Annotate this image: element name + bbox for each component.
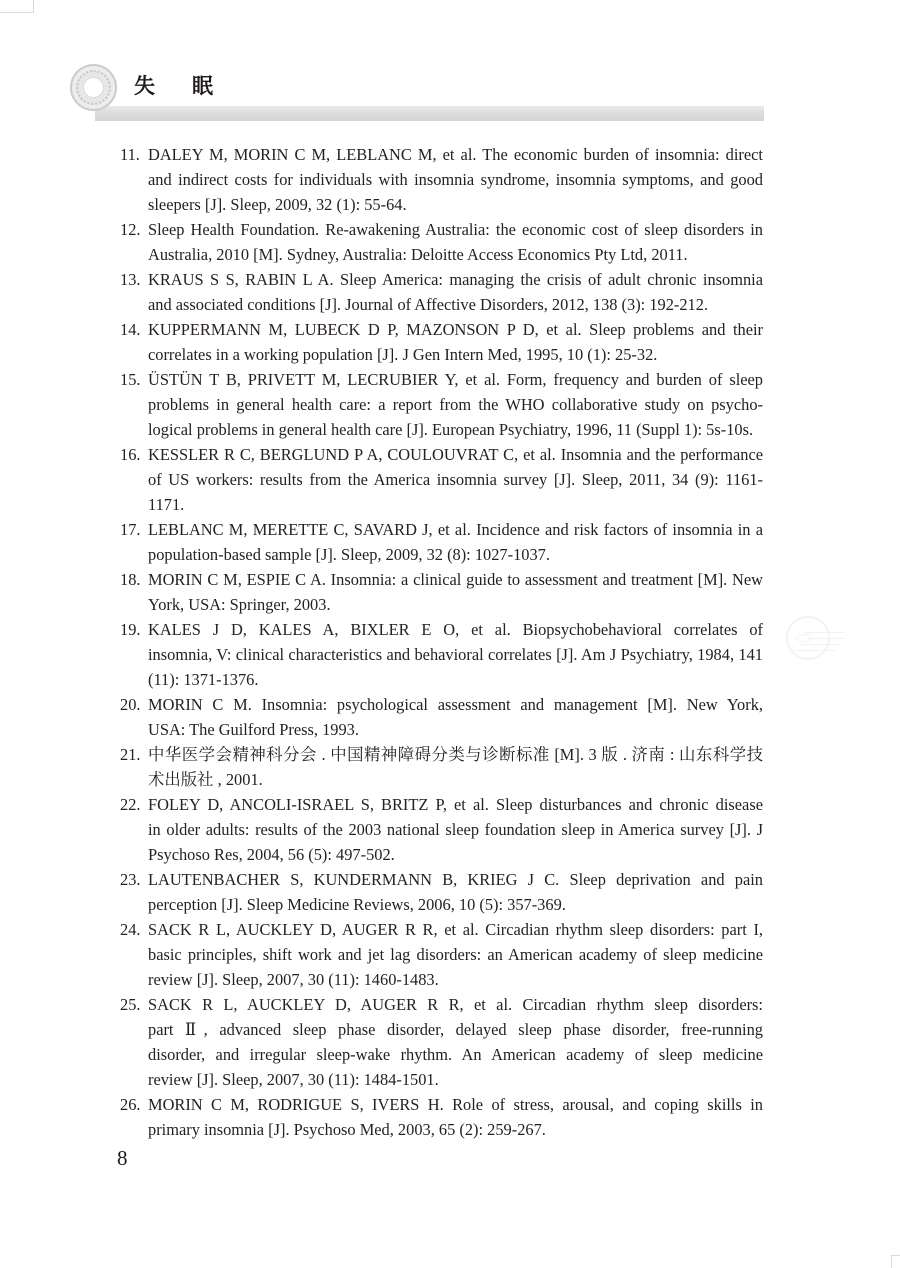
reference-item (120, 792, 763, 867)
scan-corner-mark (0, 12, 34, 13)
reference-item (120, 567, 763, 617)
reference-line: KUPPERMANN M, LUBECK D P, MAZONSON P D, et al. Sleep problems and their (148, 320, 763, 339)
reference-line: USA: The Guilford Press, 1993. (148, 720, 359, 739)
reference-line: part Ⅱ, advanced sleep phase disorder, delayed sleep phase disorder, free-running (148, 1020, 763, 1039)
reference-line: sleepers [J]. Sleep, 2009, 32 (1): 55-64. (148, 195, 407, 214)
reference-text (148, 367, 763, 442)
faint-circuit-logo-icon (786, 616, 846, 666)
watermark-line (800, 644, 842, 645)
reference-text (148, 517, 763, 567)
reference-number: 24. (120, 920, 141, 939)
reference-line: logical problems in general health care [J]. European Psychiatry, 1996, 11 (Suppl 1): 5s-10s. (148, 420, 754, 439)
reference-line: MORIN C M, ESPIE C A. Insomnia: a clinical guide to assessment and treatment [M]. New (148, 570, 763, 589)
reference-text (148, 1092, 763, 1142)
reference-list (120, 142, 763, 1142)
reference-item (120, 517, 763, 567)
reference-item (120, 442, 763, 517)
reference-item (120, 992, 763, 1092)
seal-center (83, 77, 104, 98)
reference-item (120, 267, 763, 317)
reference-number: 26. (120, 1095, 141, 1114)
reference-number: 16. (120, 445, 141, 464)
reference-number: 11. (120, 145, 140, 164)
reference-line: KALES J D, KALES A, BIXLER E O, et al. Biopsychobehavioral correlates of (148, 620, 763, 639)
reference-number: 22. (120, 795, 141, 814)
reference-item (120, 617, 763, 692)
reference-text (148, 992, 763, 1092)
reference-number: 13. (120, 270, 141, 289)
reference-line: Psychoso Res, 2004, 56 (5): 497-502. (148, 845, 395, 864)
reference-text (148, 267, 763, 317)
reference-line: correlates in a working population [J]. J Gen Intern Med, 1995, 10 (1): 25-32. (148, 345, 658, 364)
reference-number: 23. (120, 870, 141, 889)
reference-text (148, 692, 763, 742)
reference-line: population-based sample [J]. Sleep, 2009, 32 (8): 1027-1037. (148, 545, 550, 564)
reference-item (120, 1092, 763, 1142)
reference-line: KESSLER R C, BERGLUND P A, COULOUVRAT C, et al. Insomnia and the performance (148, 445, 763, 464)
reference-line: (11): 1371-1376. (148, 670, 259, 689)
reference-line: disorder, and irregular sleep-wake rhythm. An American academy of sleep medicine (148, 1045, 763, 1064)
reference-item (120, 367, 763, 442)
reference-item (120, 692, 763, 742)
reference-item (120, 142, 763, 217)
reference-line: problems in general health care: a report from the WHO collaborative study on psycho- (148, 395, 763, 414)
reference-line: in older adults: results of the 2003 national sleep foundation sleep in America survey [J]. J (148, 820, 763, 839)
reference-text (148, 867, 763, 917)
reference-number: 12. (120, 220, 141, 239)
reference-number: 19. (120, 620, 141, 639)
reference-number: 25. (120, 995, 141, 1014)
reference-text (148, 567, 763, 617)
reference-number: 15. (120, 370, 141, 389)
reference-item (120, 317, 763, 367)
watermark-line (808, 638, 846, 639)
header-rule-bar (95, 106, 764, 121)
reference-line: 1171. (148, 495, 185, 514)
reference-item (120, 917, 763, 992)
reference-text (148, 317, 763, 367)
reference-line: review [J]. Sleep, 2007, 30 (11): 1460-1483. (148, 970, 439, 989)
reference-line: SACK R L, AUCKLEY D, AUGER R R, et al. Circadian rhythm sleep disorders: (148, 995, 763, 1014)
reference-line: FOLEY D, ANCOLI-ISRAEL S, BRITZ P, et al. Sleep disturbances and chronic disease (148, 795, 763, 814)
scan-corner-mark (891, 1255, 900, 1256)
chapter-title: 失眠 (134, 74, 250, 98)
reference-line: MORIN C M. Insomnia: psychological assessment and management [M]. New York, (148, 695, 763, 714)
reference-text (148, 792, 763, 867)
reference-line: LEBLANC M, MERETTE C, SAVARD J, et al. Incidence and risk factors of insomnia in a (148, 520, 763, 539)
reference-line: insomnia, V: clinical characteristics and behavioral correlates [J]. Am J Psychiatry, 1984, 141 (148, 645, 763, 664)
reference-line: basic principles, shift work and jet lag disorders: an American academy of sleep medicine (148, 945, 763, 964)
reference-line: primary insomnia [J]. Psychoso Med, 2003, 65 (2): 259-267. (148, 1120, 546, 1139)
reference-line: Australia, 2010 [M]. Sydney, Australia: Deloitte Access Economics Pty Ltd, 2011. (148, 245, 688, 264)
reference-item (120, 867, 763, 917)
reference-text (148, 217, 763, 267)
reference-number: 17. (120, 520, 141, 539)
reference-item (120, 742, 763, 792)
reference-number: 21. (120, 745, 141, 764)
reference-number: 20. (120, 695, 141, 714)
reference-text (148, 142, 763, 217)
page-number: 8 (117, 1146, 128, 1170)
reference-line: DALEY M, MORIN C M, LEBLANC M, et al. The economic burden of insomnia: direct (148, 145, 763, 164)
reference-line: Sleep Health Foundation. Re-awakening Australia: the economic cost of sleep disorders in (148, 220, 763, 239)
reference-text (148, 442, 763, 517)
reference-text (148, 917, 763, 992)
reference-line: and associated conditions [J]. Journal of Affective Disorders, 2012, 138 (3): 192-212. (148, 295, 709, 314)
scan-corner-mark (33, 0, 34, 13)
ornamental-seal-icon (70, 64, 117, 111)
reference-line: York, USA: Springer, 2003. (148, 595, 331, 614)
reference-line: 中华医学会精神科分会 . 中国精神障碍分类与诊断标准 [M]. 3 版 . 济南 : 山东科学技 (148, 745, 763, 764)
watermark-line (792, 650, 836, 651)
reference-line: KRAUS S S, RABIN L A. Sleep America: managing the crisis of adult chronic insomnia (148, 270, 763, 289)
reference-line: MORIN C M, RODRIGUE S, IVERS H. Role of stress, arousal, and coping skills in (148, 1095, 763, 1114)
reference-line: ÜSTÜN T B, PRIVETT M, LECRUBIER Y, et al. Form, frequency and burden of sleep (148, 370, 763, 389)
reference-text (148, 617, 763, 692)
reference-line: perception [J]. Sleep Medicine Reviews, 2006, 10 (5): 357-369. (148, 895, 566, 914)
reference-line: of US workers: results from the America insomnia survey [J]. Sleep, 2011, 34 (9): 1161- (148, 470, 763, 489)
scan-corner-mark (891, 1255, 892, 1268)
reference-line: review [J]. Sleep, 2007, 30 (11): 1484-1501. (148, 1070, 439, 1089)
reference-line: SACK R L, AUCKLEY D, AUGER R R, et al. Circadian rhythm sleep disorders: part I, (148, 920, 763, 939)
reference-line: 术出版社 , 2001. (148, 770, 263, 789)
reference-line: LAUTENBACHER S, KUNDERMANN B, KRIEG J C. Sleep deprivation and pain (148, 870, 763, 889)
reference-text (148, 742, 763, 792)
reference-item (120, 217, 763, 267)
reference-line: and indirect costs for individuals with insomnia syndrome, insomnia symptoms, and good (148, 170, 763, 189)
watermark-line (804, 632, 844, 633)
reference-number: 18. (120, 570, 141, 589)
reference-number: 14. (120, 320, 141, 339)
